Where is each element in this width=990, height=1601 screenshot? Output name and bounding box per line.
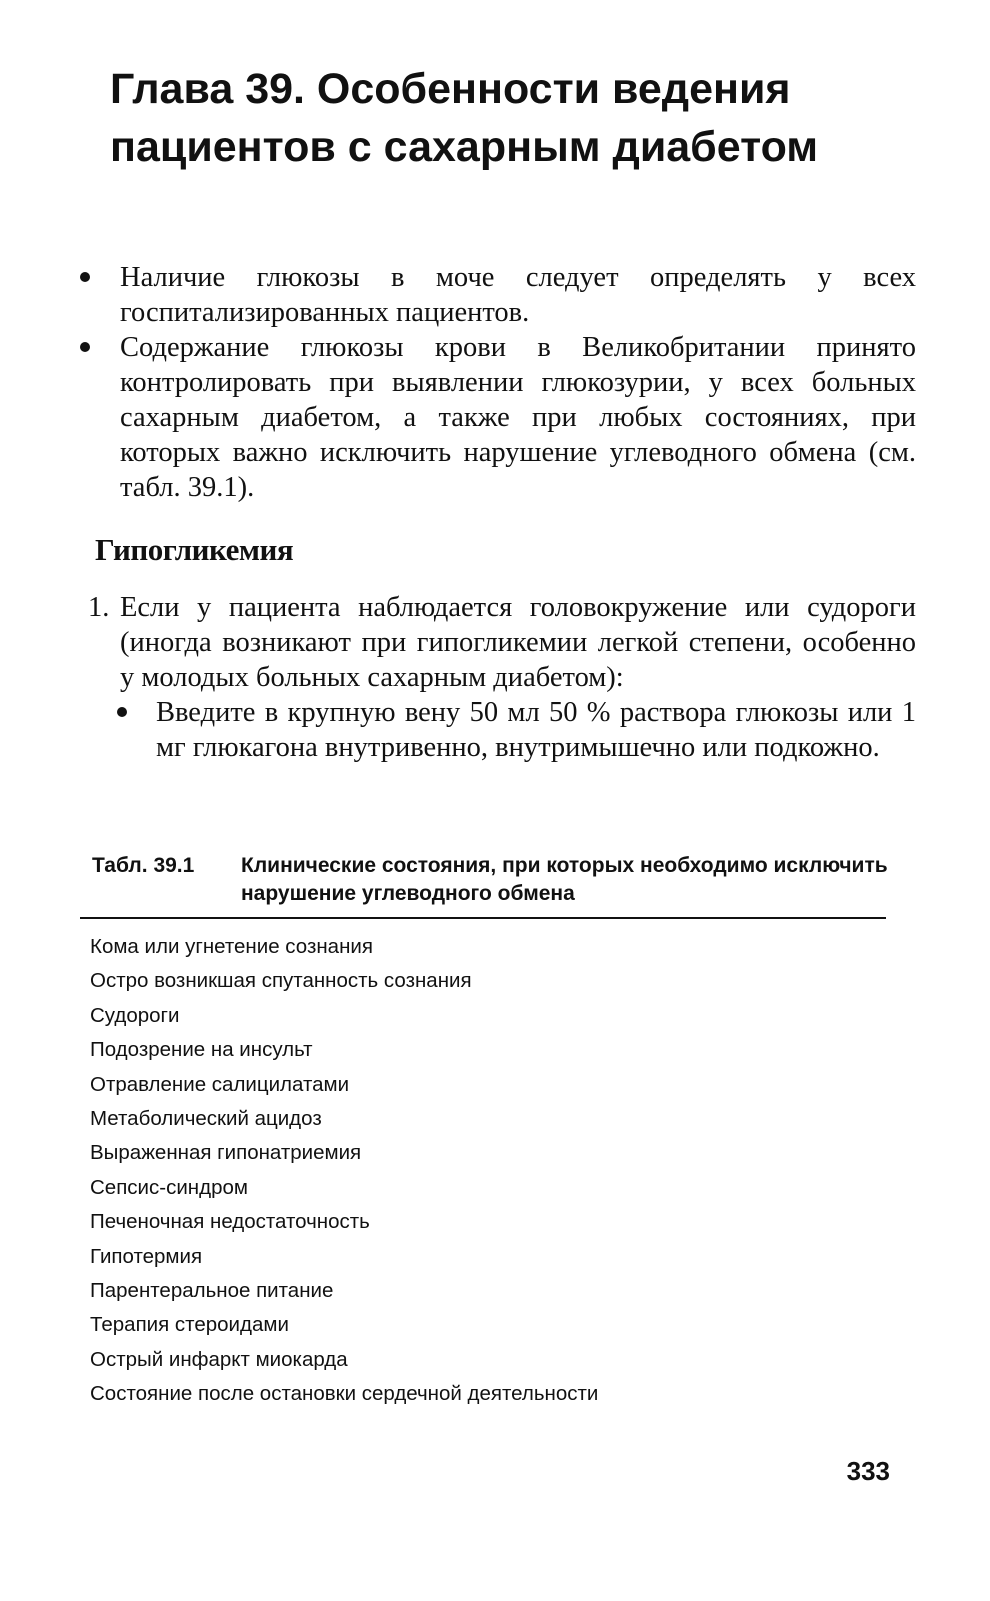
table-row: Метаболический ацидоз: [90, 1106, 322, 1130]
table-row: Кома или угнетение сознания: [90, 935, 373, 958]
table-row: Острый инфаркт миокарда: [90, 1347, 348, 1371]
table-caption-text: Клинические состояния, при которых необходимо исключить нарушение углеводного обмена: [241, 854, 888, 905]
bullet-item: [78, 260, 916, 330]
table-row: Остро возникшая спутанность сознания: [90, 969, 472, 993]
item-number: 1.: [88, 592, 110, 623]
sub-bullet-item: [156, 695, 916, 765]
table-row: Парентеральное питание: [90, 1278, 334, 1302]
bullet-item: [78, 330, 916, 505]
chapter-title: Глава 39. Особенности ведения пациентов с сахарным диабетом: [110, 65, 819, 171]
numbered-item: [88, 590, 916, 765]
table-row: Терапия стероидами: [90, 1313, 289, 1337]
bullet-text: Наличие глюкозы в моче следует определять у всех госпитализированных пациентов.: [120, 262, 916, 328]
bullet-text: Содержание глюкозы крови в Великобритании принято контролировать при выявлении глюкозурии, у всех больных сахарным диабетом, а также при любых состояниях, при которых важно исключить нарушение углеводного обмена (см. табл. 39.1).: [120, 332, 916, 503]
page-number: 333: [846, 1456, 890, 1486]
item-text: Если у пациента наблюдается головокружение или судороги (иногда возникают при гипогликемии легкой степени, особенно у молодых больных сахарным диабетом):: [120, 592, 916, 693]
table-row: Сепсис-синдром: [90, 1175, 248, 1199]
bullet-icon: [80, 342, 90, 352]
bullet-icon: [117, 707, 127, 717]
table-row: Гипотермия: [90, 1244, 203, 1268]
table-row: Состояние после остановки сердечной деятельности: [90, 1382, 599, 1406]
table-row: Выраженная гипонатриемия: [90, 1141, 362, 1165]
table-row: Печеночная недостаточность: [90, 1210, 370, 1234]
section-title: Гипогликемия: [95, 532, 294, 567]
table-row: Отравление салицилатами: [90, 1072, 350, 1096]
table-number: Табл. 39.1: [92, 854, 195, 877]
table-rows: [90, 930, 890, 1411]
sub-bullet-text: Введите в крупную вену 50 мл 50 % раствора глюкозы или 1 мг глюкагона внутривенно, внутримышечно или подкожно.: [156, 697, 916, 763]
intro-bullet-list: [78, 260, 916, 505]
table-caption: [92, 852, 892, 908]
table-row: Подозрение на инсульт: [90, 1038, 313, 1062]
bullet-icon: [80, 272, 90, 282]
table-row: Судороги: [90, 1003, 180, 1027]
table-rule: [80, 917, 886, 919]
